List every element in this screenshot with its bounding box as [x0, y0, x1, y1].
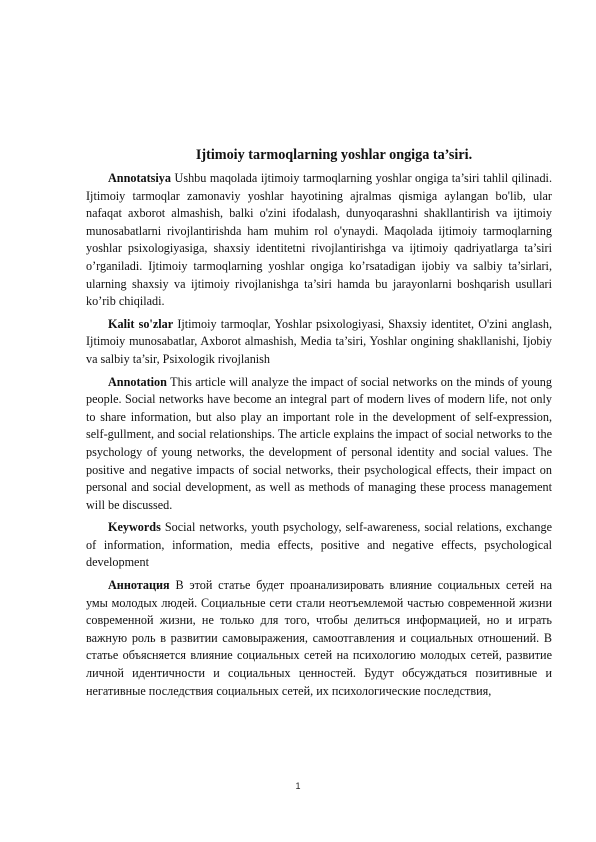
article-body	[86, 146, 552, 705]
keywords-paragraph	[86, 519, 552, 572]
keywords-label: Keywords	[108, 520, 161, 535]
annotatsiya-text: Ushbu maqolada ijtimoiy tarmoqlarning yoshlar ongiga ta’siri tahlil qilinadi. Ijtimoiy tarmoqlar zamonaviy yoshlar hayotining ajralmas qismiga aylangan bo'lib, ular nafaqat axborot almashish, balki o'zini ifodalash, dunyoqarashni shakllantirish va ijtimoiy munosabatlarni rivojlantirishda ham muhim rol o'ynaydi. Maqolada ijtimoiy tarmoqlarning yoshlar psixologiyasiga, shaxsiy identitetni rivojlantirishga va ijtimoiy qadriyatlarga ta’siri o’rganiladi. Ijtimoiy tarmoqlarning yoshlar ongiga ko’rsatadigan ijobiy va salbiy ta’sirlari, ularning shaxsiy va ijtimoiy rivojlanishga ta’siri hamda bu jarayonlarni boshqarish usullari ko’rib chiqiladi.	[86, 171, 552, 309]
keywords-text: Social networks, youth psychology, self-awareness, social relations, exchange of information, information, media effects, positive and negative effects, psychological development	[86, 520, 552, 570]
annotatsiya-paragraph	[86, 170, 552, 311]
kalit-sozlar-paragraph	[86, 316, 552, 369]
annotaciya-ru-paragraph	[86, 577, 552, 700]
kalit-sozlar-text: Ijtimoiy tarmoqlar, Yoshlar psixologiyasi, Shaxsiy identitet, O'zini anglash, Ijtimoiy munosabatlar, Axborot almashish, Media ta’siri, Yoshlar ongining shakllanishi, Ijobiy va salbiy ta’sir, Psixologik rivojlanish	[86, 316, 552, 366]
annotation-text: This article will analyze the impact of social networks on the minds of young people. Social networks have become an integral part of modern lives of modern life, not only to share information, but also play an important role in the development of self-expression, self-gullment, and social relationships. The article explains the impact of social networks to the psychology of young networks, the development of personal identity and social values. The positive and negative impacts of social networks, their psychological effects, their impact on personal and social development, as well as methods of managing these process management will be discussed.	[86, 374, 552, 512]
annotation-paragraph	[86, 374, 552, 515]
article-title: Ijtimoiy tarmoqlarning yoshlar ongiga ta’siri.	[195, 147, 473, 163]
annotation-label: Annotation	[108, 374, 167, 389]
annotaciya-ru-label: Аннотация	[108, 578, 170, 593]
page-number: 1	[295, 781, 301, 791]
annotaciya-ru-text: В этой статье будет проанализировать влияние социальных сетей на умы молодых людей. Социальные сети стали неотъемлемой частью современной жизни современной жизни, не только для того, чтобы делиться информацией, но и играть важную роль в развитии самовыражения, самоотгавления и социальных отношений. В статье объясняется влияние социальных сетей на психологию молодых сетей, развитие личной идентичности и социальных ценностей. Будут обсуждаться позитивные и негативные последствия социальных сетей, их психологические последствия,	[86, 578, 552, 698]
kalit-sozlar-label: Kalit so'zlar	[108, 316, 174, 331]
annotatsiya-label: Annotatsiya	[108, 171, 171, 185]
